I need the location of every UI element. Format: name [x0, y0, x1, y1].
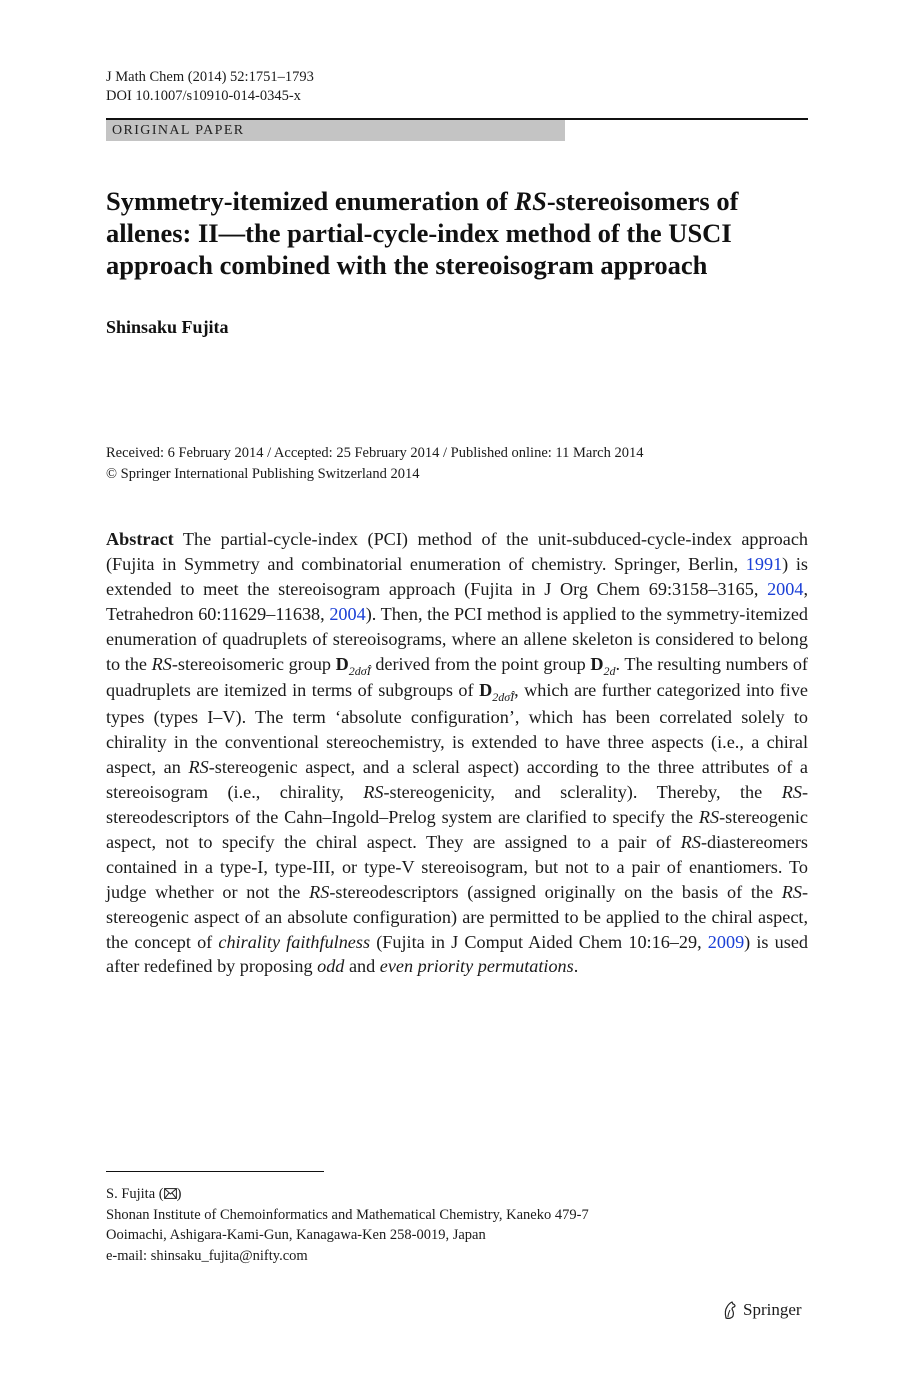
paper-title: Symmetry-itemized enumeration of RS-stereoisomers of allenes: II—the partial-cycle-index method of the USCI approach combined with the stereoisogram approach [106, 186, 739, 280]
author-name: Shinsaku Fujita [106, 317, 229, 337]
point-group-subscript: 2d [603, 663, 616, 678]
publisher-name: Springer [743, 1300, 802, 1319]
citation-link-2004a[interactable]: 2004 [767, 578, 804, 599]
author-affiliation [106, 1184, 808, 1266]
envelope-icon[interactable] [164, 1188, 177, 1199]
article-type-label: ORIGINAL PAPER [112, 123, 245, 138]
copyright-line: © Springer International Publishing Switzerland 2014 [106, 466, 420, 482]
article-type-badge [106, 120, 565, 141]
citation-link-2009[interactable]: 2009 [707, 931, 745, 952]
group-symbol: D [335, 653, 349, 674]
abstract: Abstract The partial-cycle-index (PCI) method of the unit-subduced-cycle-index approach (Fujita in Symmetry and combinatorial enumeration of chemistry. Springer, Berlin, 1991) is extended to meet the stereoisogram approach (Fujita in J Org Chem 69:3158–3165, 2004, Tetrahedron 60:11629–11638, 2004). Then, the PCI method is applied to the symmetry-itemized enumeration of quadruplets of stereoisograms, where an allene skeleton is considered to belong to the RS-stereoisomeric group $D_{2d\sigmãÎ}$ derived from the point group $D_{2d}$. The resulting numbers of quadruplets are itemized in terms of subgroups of $D_{2d\sigmãÎ}$, which are further categorized into five types (types I–V). The term ‘absolute configuration’, which has been correlated solely to chirality in the conventional stereochemistry, is extended to have three aspects (i.e., a chiral aspect, an RS-stereogenic aspect, and a scleral aspect) according to the three attributes of a stereoisogram (i.e., chirality, RS-stereogenicity, and sclerality). Thereby, the RS-stereodescriptors of the Cahn–Ingold–Prelog system are clarified to specify the RS-stereogenic aspect, not to specify the chiral aspect. They are assigned to a pair of RS-diastereomers contained in a type-I, type-III, or type-V stereoisogram, but not to a pair of enantiomers. To judge whether or not the RS-stereodescriptors (assigned originally on the basis of the RS-stereogenic aspect of an absolute configuration) are permitted to be applied to the chiral aspect, the concept of chirality faithfulness (Fujita in J Comput Aided Chem 10:16–29, 2009) is used after redefined by proposing odd and even priority permutations. [106, 529, 809, 977]
doi[interactable]: DOI 10.1007/s10910-014-0345-x [106, 88, 301, 104]
group-subscript: 2dσ̃Î [492, 690, 515, 705]
footnote-rule [106, 1171, 324, 1172]
point-group-symbol: D [590, 653, 604, 674]
institute: Shonan Institute of Chemoinformatics and Mathematical Chemistry, Kaneko 479-7 [106, 1206, 589, 1223]
corresponding-author: S. Fujita ( ) [106, 1186, 182, 1202]
publication-dates [106, 443, 808, 485]
journal-citation: J Math Chem (2014) 52:1751–1793 [106, 69, 314, 85]
publisher-mark [722, 1298, 802, 1322]
address: Ooimachi, Ashigara-Kami-Gun, Kanagawa-Ken 258-0019, Japan [106, 1227, 486, 1243]
citation-link-1991[interactable]: 1991 [745, 553, 783, 574]
springer-horse-icon [722, 1300, 738, 1320]
history-line: Received: 6 February 2014 / Accepted: 25 February 2014 / Published online: 11 March 2014 [106, 445, 644, 461]
abstract-heading: Abstract [106, 529, 174, 549]
citation-link-2004b[interactable]: 2004 [329, 603, 366, 624]
group-subscript: 2dσ̃Î [348, 663, 371, 678]
group-symbol: D [479, 680, 493, 701]
email[interactable]: e-mail: shinsaku_fujita@nifty.com [106, 1247, 308, 1264]
journal-header [106, 68, 314, 106]
